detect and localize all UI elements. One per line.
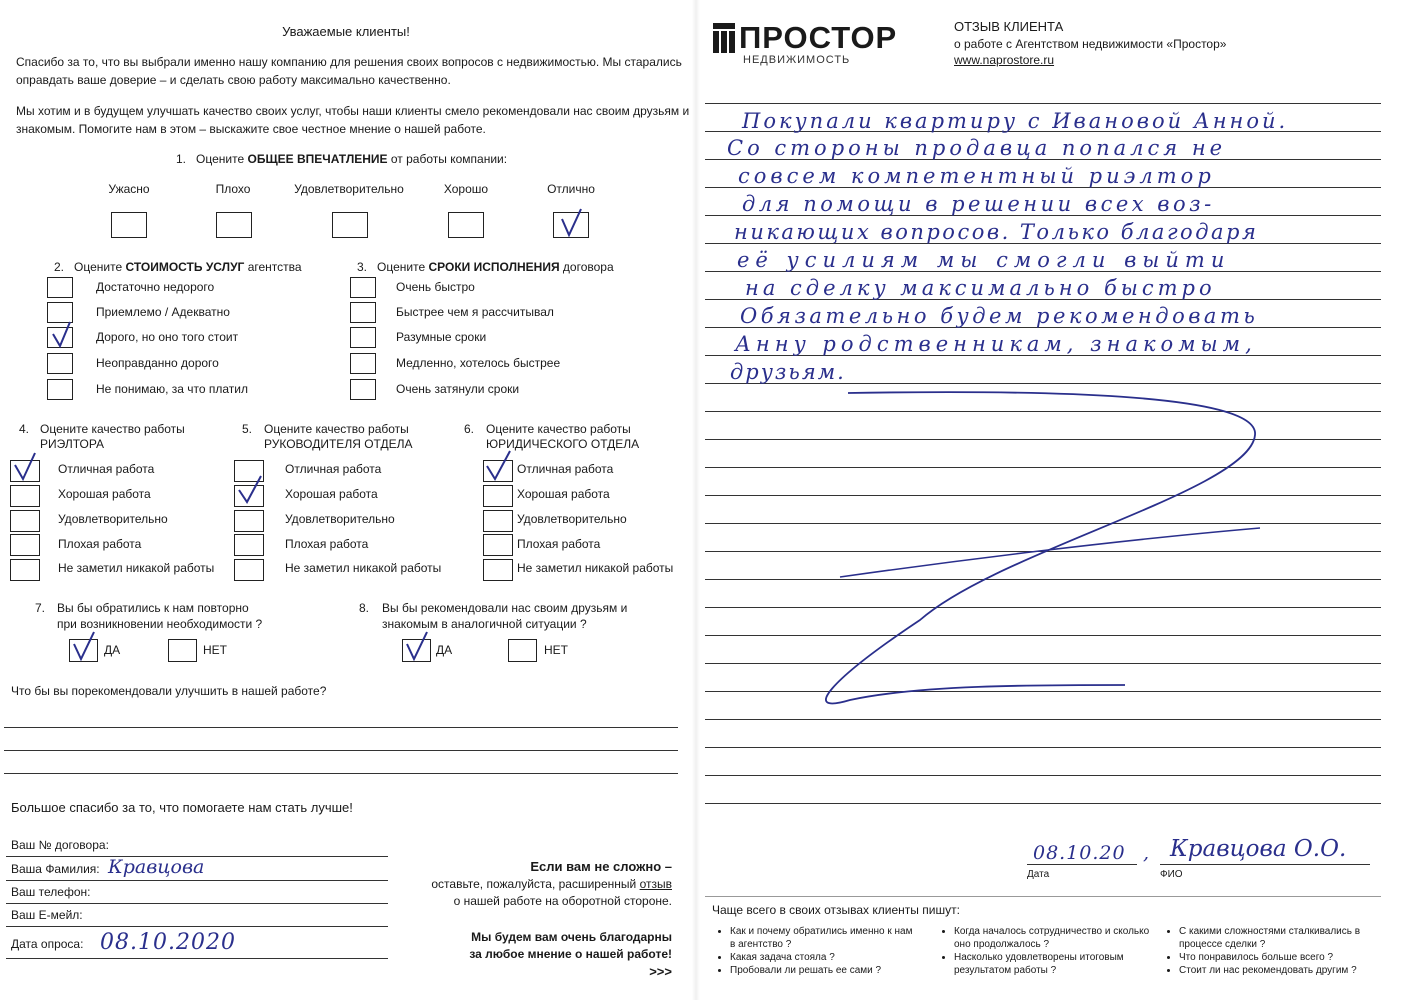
question-number: 3. — [357, 260, 368, 274]
option-label: Разумные сроки — [396, 330, 487, 344]
contract-label: Ваш № договора: — [11, 838, 109, 852]
page-fold — [692, 0, 700, 1000]
question-emphasis: СРОКИ ИСПОЛНЕНИЯ — [428, 260, 560, 274]
checkbox-excellent[interactable] — [553, 212, 589, 238]
checkbox-legal-1[interactable] — [483, 460, 513, 482]
logo-mark-icon — [713, 23, 735, 53]
check-mark-icon — [11, 461, 39, 481]
thanks-text: Большое спасибо за то, что помогаете нам стать лучше! — [11, 800, 353, 815]
option-label: Не заметил никакой работы — [285, 561, 442, 575]
question-text: Оцените — [377, 260, 429, 274]
review-handwriting-line: Со стороны продавца попался не — [727, 136, 1227, 160]
checkbox-realtor-2[interactable] — [10, 485, 40, 507]
ruled-line — [705, 103, 1381, 104]
no-label: НЕТ — [203, 643, 227, 657]
option-label: Неоправданно дорого — [96, 356, 219, 370]
email-label: Ваш Е-мейл: — [11, 908, 83, 922]
checkbox-head-3[interactable] — [234, 510, 264, 532]
tips-title: Чаще всего в своих отзывах клиенты пишут: — [712, 903, 960, 917]
review-link[interactable]: отзыв — [639, 877, 672, 891]
question-number: 1. — [176, 152, 187, 166]
option-label: Хорошая работа — [58, 487, 151, 501]
question-text: от работы компании: — [387, 152, 508, 166]
tips-column — [940, 925, 1150, 977]
option-label: Быстрее чем я рассчитывал — [396, 305, 554, 319]
question-text: Оцените качество работы — [486, 422, 631, 436]
promo-line: о нашей работе на оборотной стороне. — [453, 894, 672, 908]
review-handwriting-line: её усилиям мы смогли выйти — [737, 248, 1231, 272]
checkbox-recommend-no[interactable] — [508, 639, 537, 662]
review-handwriting-line: Анну родственникам, знакомым, — [735, 332, 1257, 356]
checkbox-realtor-3[interactable] — [10, 510, 40, 532]
option-label: Хорошо — [443, 182, 489, 196]
check-mark-icon — [554, 213, 588, 237]
date-label: Дата — [1027, 869, 1050, 880]
review-title: ОТЗЫВ КЛИЕНТА — [954, 19, 1064, 34]
checkbox-terms-3[interactable] — [350, 327, 376, 348]
z-strike-mark — [700, 380, 1400, 720]
option-label: Очень затянули сроки — [396, 382, 520, 396]
answer-line[interactable] — [4, 773, 678, 774]
option-label: Отличная работа — [58, 462, 155, 476]
checkbox-realtor-5[interactable] — [10, 559, 40, 581]
question-text: при возникновении необходимости ? — [57, 617, 263, 631]
tips-divider — [705, 896, 1381, 897]
option-label: Плохо — [215, 182, 251, 196]
question-emphasis: ЮРИДИЧЕСКОГО ОТДЕЛА — [486, 437, 640, 451]
checkbox-realtor-4[interactable] — [10, 534, 40, 556]
promo-text: оставьте, пожалуйста, расширенный — [431, 877, 640, 891]
ruled-line — [705, 747, 1381, 748]
checkbox-realtor-1[interactable] — [10, 460, 40, 482]
promo-line: Если вам не сложно – — [530, 859, 672, 874]
checkbox-price-2[interactable] — [47, 302, 73, 323]
option-label: Достаточно недорого — [96, 280, 215, 294]
yes-label: ДА — [436, 643, 453, 657]
question-text: Оцените — [196, 152, 248, 166]
review-handwriting-line: друзьям. — [730, 360, 846, 384]
intro-line: Спасибо за то, что вы выбрали именно нашу компанию для решения своих вопросов с недвижимостью. Мы старались — [16, 55, 682, 69]
checkbox-recommend-yes[interactable] — [402, 639, 431, 662]
phone-field[interactable] — [6, 903, 388, 904]
surname-label: Ваша Фамилия: — [11, 862, 100, 876]
review-handwriting-line: никающих вопросов. Только благодаря — [734, 220, 1259, 244]
promo-line — [380, 877, 672, 891]
page-title: Уважаемые клиенты! — [282, 24, 410, 39]
checkbox-legal-3[interactable] — [483, 510, 513, 532]
option-label: Плохая работа — [285, 537, 369, 551]
fio-label: ФИО — [1160, 869, 1183, 880]
tip-item: • Насколько удовлетворены итоговым результатом работы ? — [954, 951, 1150, 977]
checkbox-legal-5[interactable] — [483, 559, 513, 581]
option-label: Приемлемо / Адекватно — [96, 305, 230, 319]
checkbox-head-5[interactable] — [234, 559, 264, 581]
check-mark-icon — [484, 461, 512, 481]
option-label: Удовлетворительно — [294, 182, 404, 196]
question-price — [54, 260, 302, 274]
separator-mark: , — [1143, 842, 1150, 864]
option-label: Плохая работа — [58, 537, 142, 551]
checkbox-terrible[interactable] — [111, 212, 147, 238]
promo-line: за любое мнение о нашей работе! — [469, 947, 672, 961]
tips-column — [1165, 925, 1375, 977]
tip-item: • Что понравилось больше всего ? — [1179, 951, 1375, 964]
logo-subtitle: НЕДВИЖИМОСТЬ — [743, 54, 851, 66]
fio-field[interactable] — [1160, 864, 1370, 865]
question-text: Оцените качество работы — [40, 422, 185, 436]
answer-line[interactable] — [4, 750, 678, 751]
question-number: 2. — [54, 260, 65, 274]
question-text: Вы бы обратились к нам повторно — [57, 601, 249, 615]
option-label: Не понимаю, за что платил — [96, 382, 249, 396]
improve-question: Что бы вы порекомендовали улучшить в нашей работе? — [11, 684, 327, 698]
question-number: 7. — [35, 601, 46, 615]
review-subtitle: о работе с Агентством недвижимости «Простор» — [954, 37, 1227, 51]
checkbox-terms-4[interactable] — [350, 353, 376, 374]
question-text: Оцените качество работы — [264, 422, 409, 436]
checkbox-legal-2[interactable] — [483, 485, 513, 507]
check-mark-icon — [235, 486, 263, 506]
date-label: Дата опроса: — [11, 937, 84, 951]
intro-line: знакомым. Помогите нам в этом – выскажите свое честное мнение о нашей работе. — [16, 122, 486, 136]
ruled-line — [705, 803, 1381, 804]
option-label: Очень быстро — [396, 280, 475, 294]
option-label: Плохая работа — [517, 537, 601, 551]
review-handwriting-line: Покупали квартиру с Ивановой Анной. — [742, 109, 1289, 133]
no-label: НЕТ — [544, 643, 568, 657]
review-handwriting-line: для помощи в решении всех воз- — [742, 192, 1215, 216]
signature-value: Кравцова О.О. — [1170, 836, 1347, 862]
question-text: знакомым в аналогичной ситуации ? — [382, 617, 587, 631]
promo-line: Мы будем вам очень благодарны — [471, 930, 672, 944]
ruled-line — [705, 775, 1381, 776]
review-handwriting-line: совсем компетентный риэлтор — [738, 164, 1215, 188]
date-value: 08.10.2020 — [100, 930, 236, 955]
question-overall — [176, 152, 507, 166]
question-emphasis: РИЭЛТОРА — [40, 437, 105, 451]
email-field[interactable] — [6, 926, 388, 927]
date-field[interactable] — [6, 958, 388, 959]
option-label: Ужасно — [108, 182, 150, 196]
option-label: Не заметил никакой работы — [517, 561, 674, 575]
option-label: Удовлетворительно — [285, 512, 395, 526]
checkbox-terms-2[interactable] — [350, 302, 376, 323]
option-label: Медленно, хотелось быстрее — [396, 356, 561, 370]
tip-item: • Какая задача стояла ? — [730, 951, 916, 964]
checkbox-price-4[interactable] — [47, 353, 73, 374]
intro-line: оправдать ваше доверие – и сделать свою работу максимально качественно. — [16, 73, 451, 87]
arrows-icon: >>> — [649, 964, 672, 979]
checkbox-price-3[interactable] — [47, 327, 73, 348]
surname-field[interactable] — [6, 880, 388, 881]
review-handwriting-line: Обязательно будем рекомендовать — [740, 304, 1259, 328]
checkbox-head-2[interactable] — [234, 485, 264, 507]
option-label: Отличная работа — [517, 462, 614, 476]
option-label: Отличная работа — [285, 462, 382, 476]
yes-label: ДА — [104, 643, 121, 657]
question-number: 4. — [19, 422, 30, 436]
checkbox-satisfactory[interactable] — [332, 212, 368, 238]
option-label: Хорошая работа — [517, 487, 610, 501]
option-label: Хорошая работа — [285, 487, 378, 501]
check-mark-icon — [48, 328, 72, 347]
checkbox-head-4[interactable] — [234, 534, 264, 556]
checkbox-return-no[interactable] — [168, 639, 197, 662]
question-emphasis: РУКОВОДИТЕЛЯ ОТДЕЛА — [264, 437, 413, 451]
question-number: 5. — [242, 422, 253, 436]
checkbox-return-yes[interactable] — [69, 639, 98, 662]
checkbox-legal-4[interactable] — [483, 534, 513, 556]
question-terms — [357, 260, 614, 274]
tip-item: • Пробовали ли решать ее сами ? — [730, 964, 916, 977]
tip-item: • С какими сложностями сталкивались в процессе сделки ? — [1179, 925, 1375, 951]
question-number: 8. — [359, 601, 370, 615]
tips-column — [716, 925, 916, 977]
tip-item: • Когда началось сотрудничество и сколько оно продолжалось ? — [954, 925, 1150, 951]
answer-line[interactable] — [4, 727, 678, 728]
review-handwriting-line: на сделку максимально быстро — [745, 276, 1216, 300]
check-mark-icon — [403, 640, 430, 661]
checkbox-bad[interactable] — [216, 212, 252, 238]
surname-value: Кравцова — [108, 856, 205, 878]
question-text: Вы бы рекомендовали нас своим друзьям и — [382, 601, 628, 615]
checkbox-terms-5[interactable] — [350, 379, 376, 400]
question-text: Оцените — [74, 260, 126, 274]
question-number: 6. — [464, 422, 475, 436]
checkbox-price-1[interactable] — [47, 277, 73, 298]
option-label: Дорого, но оно того стоит — [96, 330, 239, 344]
checkbox-terms-1[interactable] — [350, 277, 376, 298]
site-link[interactable]: www.naprostore.ru — [954, 53, 1055, 67]
intro-line: Мы хотим и в будущем улучшать качество своих услуг, чтобы наши клиенты смело рекомендовали нас своим друзьям и — [16, 104, 690, 118]
question-text: агентства — [244, 260, 302, 274]
tip-item: • Стоит ли нас рекомендовать другим ? — [1179, 964, 1375, 977]
option-label: Удовлетворительно — [58, 512, 168, 526]
checkbox-good[interactable] — [448, 212, 484, 238]
checkbox-price-5[interactable] — [47, 379, 73, 400]
question-emphasis: ОБЩЕЕ ВПЕЧАТЛЕНИЕ — [247, 152, 388, 166]
tip-item: • Как и почему обратились именно к нам в агентство ? — [730, 925, 916, 951]
logo-name: ПРОСТОР — [739, 20, 898, 55]
review-date-value: 08.10.20 — [1033, 842, 1126, 864]
question-text: договора — [559, 260, 614, 274]
date-field[interactable] — [1027, 864, 1137, 865]
question-emphasis: СТОИМОСТЬ УСЛУГ — [125, 260, 245, 274]
option-label: Удовлетворительно — [517, 512, 627, 526]
option-label: Не заметил никакой работы — [58, 561, 215, 575]
check-mark-icon — [70, 640, 97, 661]
option-label: Отлично — [547, 182, 595, 196]
phone-label: Ваш телефон: — [11, 885, 91, 899]
